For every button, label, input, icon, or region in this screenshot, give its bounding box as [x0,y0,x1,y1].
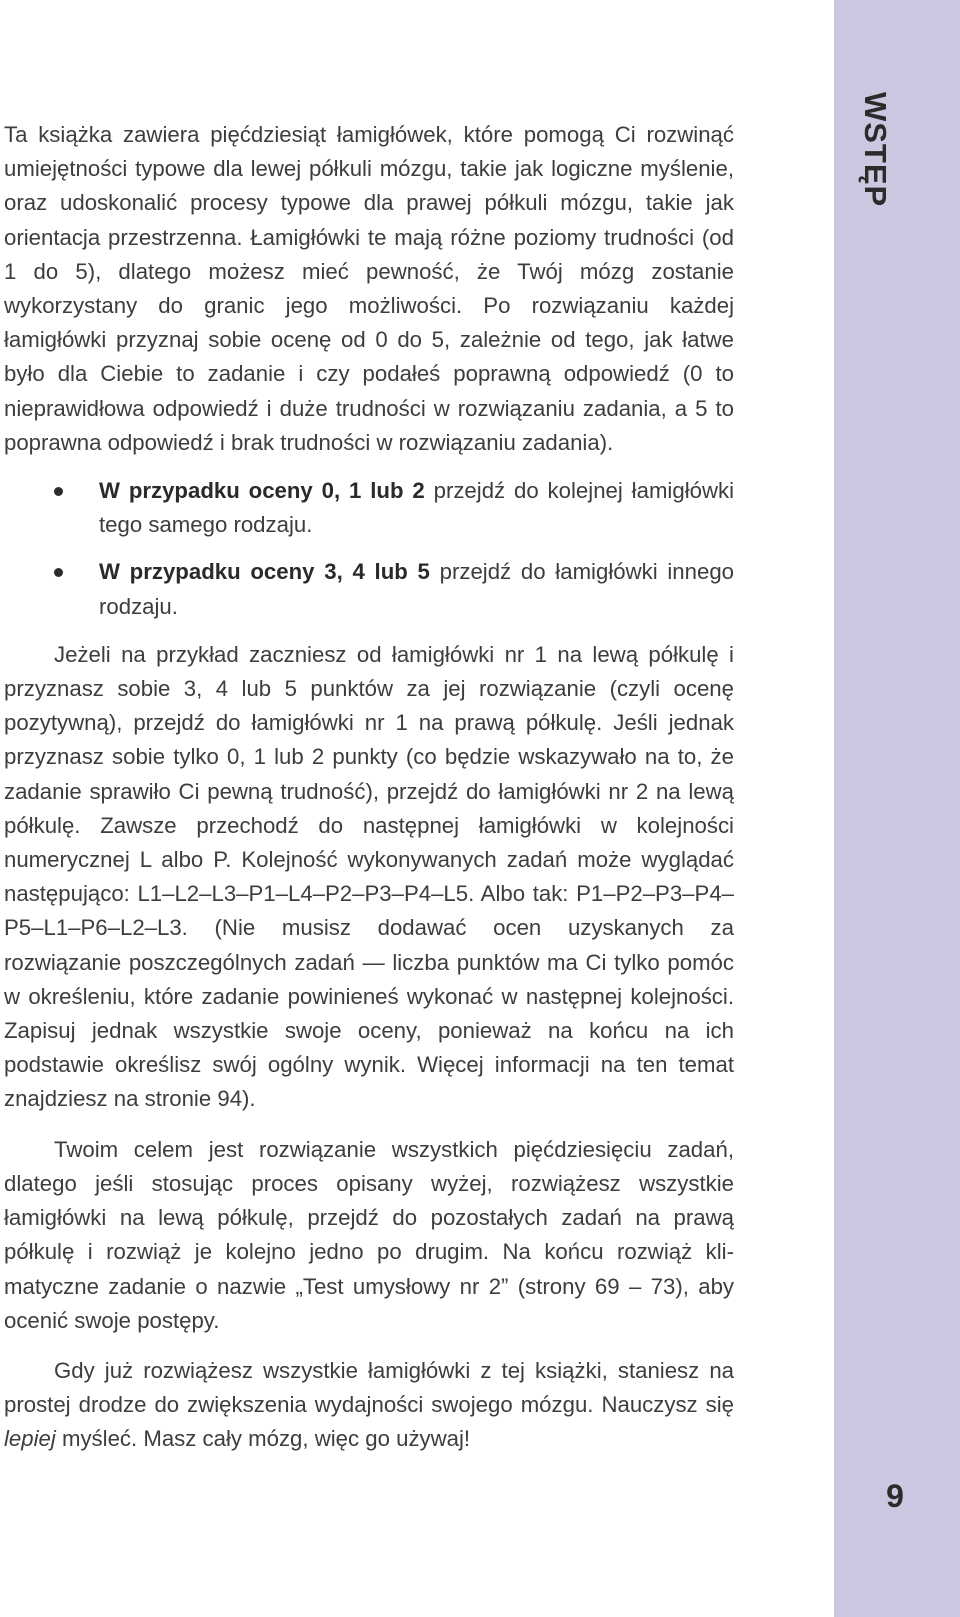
bullet-icon [54,487,63,496]
chapter-title: WSTĘP [858,92,893,208]
rule-action: przejdź do łamigłówki innego rodzaju. [99,559,734,619]
page-number: 9 [886,1478,904,1514]
closing-text-start: Gdy już rozwiążesz wszystkie łamigłówki z tej książki, staniesz na prostej drodze do zwiększenia wydajności swojego mózgu. Nauczysz się [4,1357,734,1418]
rating-rules-list [4,474,734,624]
rule-condition: W przypadku oceny 3, 4 lub 5 [99,559,430,585]
intro-paragraph: Ta książka zawiera pięćdziesiąt łamigłówek, które pomogą Ci rozwinąć umiejętności typowe dla lewej półkuli mózgu, takie jak logiczne myślenie, oraz udoskonalić procesy typowe dla prawej półkuli mózgu, takie jak orientacja przestrzenna. Łamigłówki te mają różne poziomy trudności (od 1 do 5), dlatego możesz mieć pewność, że Twój mózg zostanie wykorzystany do granic jego możliwości. Po rozwiązaniu każdej łamigłówki przyznaj sobie ocenę od 0 do 5, zależnie od tego, jak łatwe było dla Ciebie to zadanie i czy podałeś poprawną odpowiedź (0 to nieprawidłowa odpowiedź i duże trudności w rozwiązaniu zadania, a 5 to poprawna odpowiedź i brak trudności w rozwiązaniu zadania). [4,122,734,455]
closing-text-end: myśleć. Masz cały mózg, więc go używaj! [55,1426,471,1452]
page-body [4,118,734,1457]
closing-paragraph [4,1354,734,1457]
goal-paragraph: Twoim celem jest rozwiązanie wszystkich pięćdziesięciu zadań, dlatego jeśli stosując proces opisany wyżej, rozwiążesz wszystkie łamigłówki na lewą półkulę, przejdź do pozostałych zadań na prawą półkulę i rozwiąż je kolejno jedno po drugim. Na końcu rozwiąż klimatyczne zadanie o nazwie „Test umysłowy nr 2” (strony 69 – 73), aby ocenić swoje postępy. [4,1136,734,1333]
chapter-sidebar [834,0,960,1617]
bullet-icon [54,568,63,577]
list-item [4,555,734,623]
list-item [4,474,734,542]
rule-condition: W przypadku oceny 0, 1 lub 2 [99,478,425,504]
example-paragraph: Jeżeli na przykład zaczniesz od łamigłówki nr 1 na lewą półkulę i przyznasz sobie 3, 4 lub 5 punktów za jej rozwiązanie (czyli ocenę pozytywną), przejdź do łamigłówki nr 1 na prawą półkulę. Jeśli jednak przyznasz sobie tylko 0, 1 lub 2 punkty (co będzie wskazywało na to, że zadanie sprawiło Ci pewną trudność), przejdź do łamigłówki nr 2 na lewą półkulę. Zawsze przechodź do następnej łamigłówki w kolejności numerycznej L albo P. Kolejność wykonywanych zadań może wyglądać następująco: L1–L2–L3–P1–L4–P2–P3–P4–L5. Albo tak: P1–P2–P3–P4–P5–L1–P6–L2–L3. (Nie musisz dodawać ocen uzyskanych za rozwiązanie poszczególnych zadań — liczba punktów ma Ci tylko pomóc w określeniu, które zadanie powinieneś wykonać w następnej kolejności. Zapisuj jednak wszystkie swoje oceny, ponieważ na końcu na ich podstawie określisz swój ogólny wynik. Więcej informacji na ten temat znajdziesz na stronie 94). [4,641,734,1112]
closing-emphasis: lepiej [4,1426,56,1452]
rule-action: przejdź do kolejnej łamigłówki tego samego rodzaju. [99,478,735,538]
